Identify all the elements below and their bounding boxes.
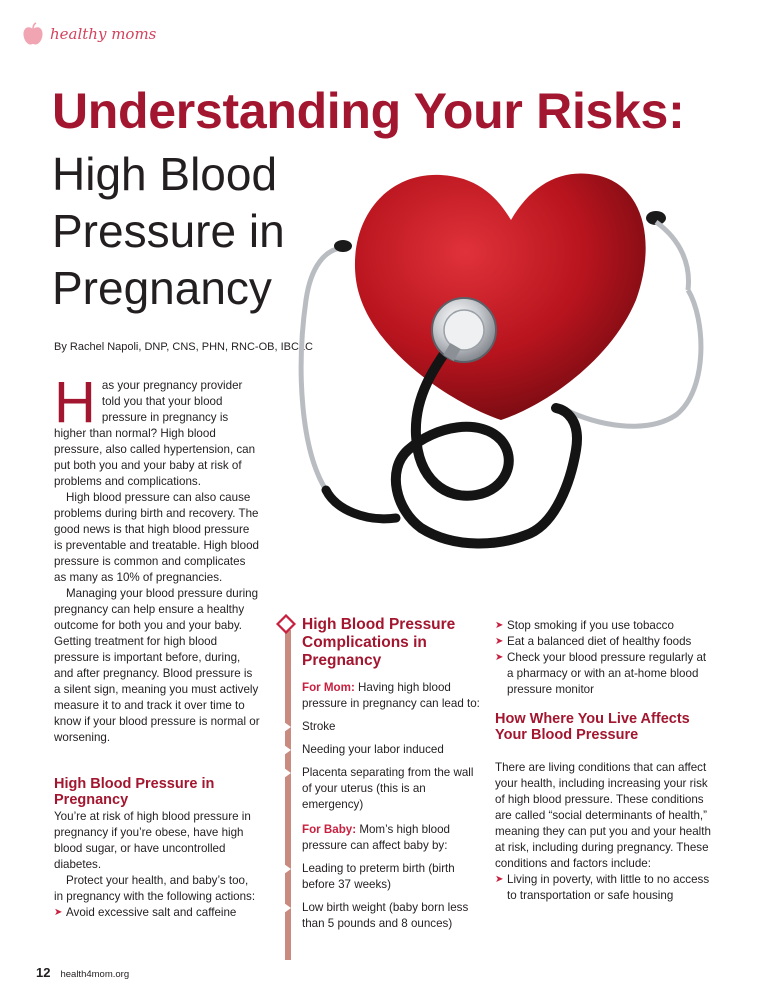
list-item: Leading to preterm birth (birth before 37 weeks) (302, 861, 480, 893)
drop-cap: H (54, 370, 96, 435)
heart-stethoscope-image (296, 150, 716, 580)
list-item: ➤ Avoid excessive salt and caffeine (54, 906, 237, 919)
chevron-right-icon: ➤ (495, 620, 504, 631)
section-paragraph: There are living conditions that can affect your health, including increasing your risk of high blood pressure. These conditions are called “social determinants of health,” meaning they can put you and your health at risk, including during pregnancy. These conditions and factors include: (495, 761, 711, 870)
brand-name: healthy moms (50, 25, 157, 43)
complications-sidebar (302, 616, 480, 932)
section-heading: High Blood Pressure in Pregnancy (54, 776, 215, 808)
page-footer (36, 965, 129, 980)
article-title-kicker: Understanding Your Risks: (52, 83, 685, 139)
section-text (495, 760, 711, 904)
article-title: High Blood Pressure in Pregnancy (52, 148, 285, 314)
intro-paragraph: High blood pressure can also cause problems during birth and recovery. The good news is that high blood pressure is preventable and treatable. High blood pressure is common and complicates as many as 10% of pregnancies. (54, 491, 259, 584)
section-heading: How Where You Live Affects Your Blood Pressure (495, 711, 690, 743)
list-item: ➤ Living in poverty, with little to no access to transportation or safe housing (495, 873, 710, 902)
factor-list (495, 872, 711, 904)
brand-header (22, 20, 156, 48)
triangle-bullet-icon (284, 903, 291, 913)
site-url: health4mom.org (60, 969, 130, 980)
chevron-right-icon: ➤ (54, 907, 63, 918)
chevron-right-icon: ➤ (495, 636, 504, 647)
baby-risk-list (302, 861, 480, 932)
list-item: Placenta separating from the wall of your uterus (this is an emergency) (302, 765, 480, 813)
baby-intro: For Baby: Mom’s high blood pressure can affect baby by: (302, 823, 450, 852)
triangle-bullet-icon (284, 722, 291, 732)
list-item: Needing your labor induced (302, 742, 480, 758)
list-item: ➤ Check your blood pressure regularly at a pharmacy or with an at-home blood pressure monitor (495, 651, 707, 696)
triangle-bullet-icon (284, 864, 291, 874)
list-item: Stroke (302, 719, 480, 735)
apple-icon (22, 22, 44, 46)
action-list-continued (495, 618, 711, 698)
section-paragraph: Protect your health, and baby’s too, in pregnancy with the following actions: (54, 874, 256, 903)
mom-risk-list (302, 719, 480, 813)
action-list (54, 905, 260, 921)
triangle-bullet-icon (284, 745, 291, 755)
intro-paragraph: Managing your blood pressure during pregnancy can help ensure a healthy outcome for both you and your baby. Getting treatment for high blood pressure is important before, during, and after pregnancy. Blood pressure is a silent sign, meaning you must actively measure it to and track it over time to know if your blood pressure is normal or worsening. (54, 587, 260, 744)
list-item: ➤ Stop smoking if you use tobacco (495, 619, 674, 632)
mom-intro: For Mom: Having high blood pressure in pregnancy can lead to: (302, 681, 480, 710)
byline: By Rachel Napoli, DNP, CNS, PHN, RNC-OB, IBCLC (54, 341, 313, 353)
list-item: Low birth weight (baby born less than 5 pounds and 8 ounces) (302, 900, 480, 932)
section-paragraph: You’re at risk of high blood pressure in pregnancy if you’re obese, have high blood sugar, or have uncontrolled diabetes. (54, 810, 251, 871)
chevron-right-icon: ➤ (495, 652, 504, 663)
diamond-icon (276, 614, 296, 634)
section-text (54, 809, 260, 921)
intro-text (54, 370, 260, 746)
list-item: ➤ Eat a balanced diet of healthy foods (495, 635, 692, 648)
triangle-bullet-icon (284, 768, 291, 778)
sidebar-heading: High Blood Pressure Complications in Pregnancy (302, 616, 456, 669)
intro-paragraph: as your pregnancy provider told you that your blood pressure in pregnancy is higher than normal? High blood pressure, also called hypertension, can put both you and your baby at risk of problems and complications. (54, 379, 256, 488)
page-number: 12 (36, 965, 51, 980)
chevron-right-icon: ➤ (495, 874, 504, 885)
